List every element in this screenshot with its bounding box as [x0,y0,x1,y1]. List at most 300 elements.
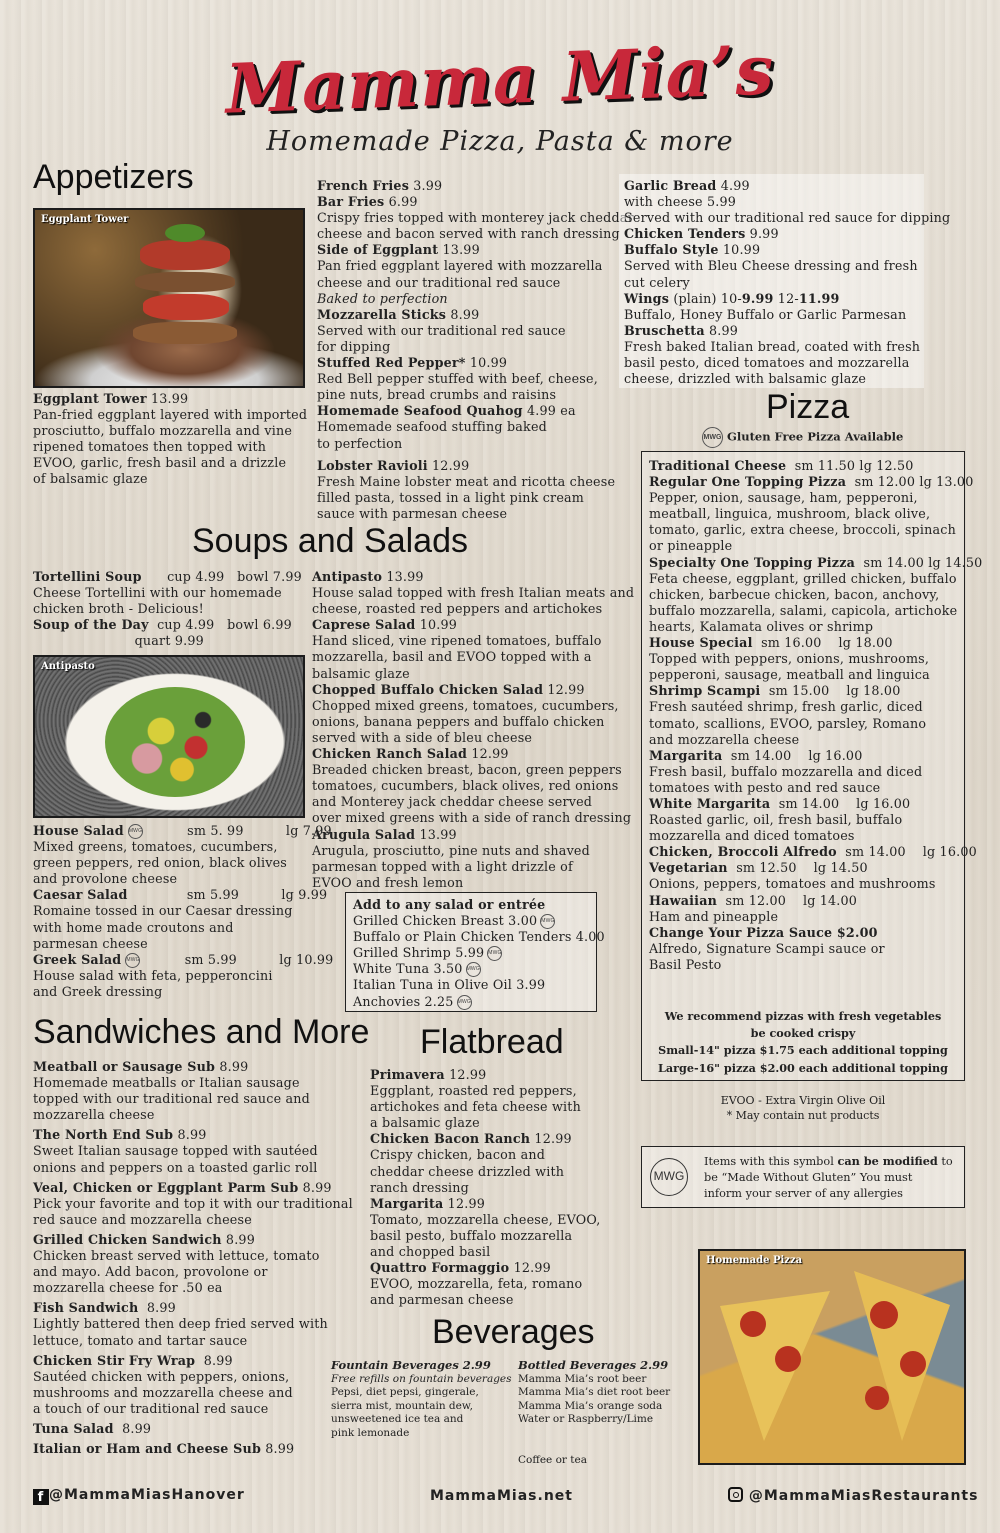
item-price: 9.99 [749,226,779,242]
item-price: 12.99 [471,746,509,762]
mwg-icon: MWG [487,946,502,961]
item-name: House Salad [33,823,124,838]
item-text: Homemade seafood stuffing baked [317,419,547,435]
bottled-line: Mamma Mia’s diet root beer [518,1386,671,1398]
bottled-line: Water or Raspberry/Lime [518,1413,654,1425]
item-price: 4.99 ea [526,403,576,419]
tagline: Homemade Pizza, Pasta & more [266,126,734,157]
menu-item-title [649,748,982,764]
item-text: cheese and bacon served with ranch dressing [317,226,620,242]
item-text: tomatoes, cucumbers, black olives, red onions [312,778,619,794]
menu-item-desc [33,1280,353,1296]
item-price: sm 14.00 lg 16.00 [841,844,977,860]
item-price: 8.99 [219,1059,249,1074]
note-line: * May contain nut products [726,1109,880,1122]
item-text: onions, banana peppers and buffalo chicken [312,713,605,729]
item-price: 12.99 [534,1131,572,1147]
item-price: sm 5.99 lg 10.99 [146,951,334,967]
item-name: Vegetarian [649,860,728,876]
item-text: Baked to perfection [317,290,448,306]
item-text: 12- [773,290,799,306]
bottled-heading: Bottled Beverages 2.99 [518,1358,669,1372]
mwg-info-text [704,1153,953,1202]
menu-item-desc [33,1264,353,1280]
item-text: Homemade meatballs or Italian sausage [33,1075,300,1091]
item-text: a balsamic glaze [370,1115,480,1131]
beverages-heading: Beverages [432,1313,595,1351]
item-price: 8.99 [199,1352,233,1368]
menu-item-desc [33,1212,353,1228]
item-text: parmesan cheese [33,935,148,951]
item-name: Lobster Ravioli [317,457,428,473]
item-text: Pepper, onion, sausage, ham, pepperoni, [649,490,918,506]
menu-item-desc [33,471,307,487]
item-name: Italian or Ham and Cheese Sub [33,1441,262,1457]
menu-item-title [649,635,982,651]
item-text: Cheese Tortellini with our homemade [33,585,282,601]
item-text: artichokes and feta cheese with [370,1099,581,1115]
menu-item-title [33,1300,353,1316]
menu-item-desc [317,258,634,274]
item-price: sm 12.00 lg 14.00 [721,892,858,908]
menu-item-desc [33,1401,353,1417]
item-text: Italian Tuna in Olive Oil 3.99 [353,977,546,993]
item-text: Sautéed chicken with peppers, onions, [33,1368,290,1384]
menu-item-desc [649,941,982,957]
menu-item-desc [312,875,634,891]
menu-item-desc [624,258,950,274]
item-name: Fish Sandwich [33,1300,139,1316]
menu-item-desc [33,423,307,439]
item-text: and mozzarella cheese [649,731,800,747]
item-text: Pick your favorite and top it with our traditional [33,1195,353,1211]
fountain-heading: Fountain Beverages 2.99 [331,1358,491,1372]
item-text: Served with our traditional red sauce for dipping [624,210,951,226]
menu-item-desc [33,601,302,617]
mwg-line3: inform your server of any allergies [704,1187,903,1200]
menu-item-title [649,555,982,571]
menu-item-desc [370,1099,600,1115]
item-text: chicken broth - Delicious! [33,601,204,617]
item-price: sm 14.00 lg 14.50 [859,554,983,570]
pizza-heading: Pizza [766,388,850,426]
menu-item-desc [312,859,634,875]
menu-item-desc [353,994,605,1010]
item-name: Chicken Ranch Salad [312,746,468,762]
mwg-icon: MWG [650,1158,688,1196]
menu-item-desc [33,855,333,871]
menu-item-title [649,844,982,860]
facebook-icon: f [33,1489,49,1505]
mwg-icon: MWG [125,953,140,968]
mwg-line1b: can be modified [837,1154,938,1168]
item-name: Arugula Salad [312,826,416,842]
item-text: mozzarella cheese [33,1107,155,1123]
fountain-line: Pepsi, diet pepsi, gingerale, [331,1386,479,1398]
menu-item-desc [370,1180,600,1196]
item-text: House salad with feta, pepperoncini [33,967,273,983]
menu-item-title [33,1421,353,1437]
homemade-pizza-photo [698,1249,966,1465]
item-text: White Tuna 3.50 [353,961,463,977]
flatbread-list [370,1067,600,1308]
menu-item-title [33,1180,353,1196]
menu-item-desc [649,876,982,892]
menu-item-title [317,403,634,419]
menu-item-desc [33,1369,353,1385]
item-price: 8.99 [265,1441,295,1457]
appetizers-heading: Appetizers [33,158,194,196]
menu-item-desc [370,1083,600,1099]
item-name: Caprese Salad [312,617,416,633]
pizza-slice [830,1271,950,1441]
menu-item-desc [312,585,634,601]
menu-item-desc [649,716,982,732]
menu-item-desc [33,1333,353,1349]
appetizers-col1 [33,391,307,488]
salad-addons-box [345,892,605,1012]
item-name: Chicken, Broccoli Alfredo [649,844,837,860]
menu-item-desc [317,490,634,506]
item-price: 3.99 [413,178,443,193]
item-text: balsamic glaze [312,665,410,681]
item-text: Crispy fries topped with monterey jack cheddar [317,210,634,226]
menu-item-desc [317,474,634,490]
item-text: Lightly battered then deep fried served with [33,1316,328,1332]
menu-item-desc [317,339,634,355]
item-text: red sauce and mozzarella cheese [33,1211,252,1227]
item-price: 12.99 [513,1260,551,1276]
fountain-beverages [331,1359,512,1440]
item-name: Homemade Seafood Quahog [317,403,523,419]
menu-item-desc [33,1160,353,1176]
item-text: Fresh Maine lobster meat and ricotta cheese [317,473,616,489]
item-price: 12.99 [449,1067,487,1082]
menu-item-desc [649,619,982,635]
menu-item-desc [312,633,634,649]
item-text: Red Bell pepper stuffed with beef, cheese, [317,371,598,387]
menu-item-title [312,682,634,698]
menu-item-desc [312,698,634,714]
item-name: Traditional Cheese [649,458,787,473]
item-text: ripened tomatoes then topped with [33,439,267,455]
item-text: cheddar cheese drizzled with [370,1163,565,1179]
menu-item-desc [33,920,333,936]
instagram-handle[interactable] [728,1487,978,1504]
item-text: mozzarella and diced tomatoes [649,828,855,844]
menu-item-title [649,893,982,909]
menu-item-desc [649,603,982,619]
item-price: sm 14.00 lg 16.00 [726,747,863,763]
pizza-list [649,458,982,973]
menu-item-title [370,1131,600,1147]
item-text: for dipping [317,338,391,354]
menu-item-desc [33,1385,353,1401]
pepperoni [870,1301,898,1329]
menu-item-title [33,1127,353,1143]
sandwiches-list [33,1059,353,1457]
menu-item-desc [317,226,634,242]
item-price: 8.99 [708,322,739,338]
item-name: Shrimp Scampi [649,683,761,699]
item-text: Buffalo or Plain Chicken Tenders 4.00 [353,929,605,945]
menu-item-desc [649,780,982,796]
mwg-line2: be “Made Without Gluten” You must [704,1171,913,1184]
menu-item-title [317,458,634,474]
soups-salads-heading: Soups and Salads [192,522,468,560]
menu-item-desc [370,1292,600,1308]
menu-item-desc [624,355,950,371]
appetizers-col3 [624,178,950,387]
bottled-line: Mamma Mia’s orange soda [518,1399,663,1412]
menu-item-title [649,860,982,876]
item-text: pepperoni, sausage, meatball and linguica [649,667,930,683]
item-name: Buffalo Style [624,242,719,258]
menu-item-title [312,746,634,762]
menu-item-title [312,827,634,843]
item-text: Breaded chicken breast, bacon, green peppers [312,762,622,778]
item-text: mozzarella, basil and EVOO topped with a [312,649,592,665]
addons-list [353,897,605,1010]
item-name: Soup of the Day [33,617,149,633]
pizza-slice [720,1291,830,1441]
item-name: Chicken Tenders [624,226,746,242]
menu-item-desc [649,651,982,667]
menu-item-title [33,617,302,633]
item-price: 13.99 [151,391,189,406]
item-price: sm 12.50 lg 14.50 [731,860,868,876]
item-name: Wings [624,290,670,306]
item-price: cup 4.99 bowl 7.99 [145,569,302,584]
item-price: 8.99 [177,1127,207,1143]
item-text: Basil Pesto [649,956,722,972]
item-text: a touch of our traditional red sauce [33,1400,269,1416]
menu-item-desc [370,1244,600,1260]
antipasto-photo [33,655,305,818]
item-text: cheese and our traditional red sauce [317,274,561,290]
menu-item-desc [353,913,605,929]
tomato-layer [143,294,229,320]
item-price: sm 5. 99 lg 7.99 [149,823,332,838]
item-price: sm 15.00 lg 18.00 [764,683,901,699]
item-text: with home made croutons and [33,919,234,935]
bottled-line: Mamma Mia’s root beer [518,1372,647,1385]
pepperoni [900,1351,926,1377]
menu-item-title [649,458,982,474]
menu-item-desc [649,506,982,522]
item-name: House Special [649,635,753,651]
menu-item-desc [370,1115,600,1131]
note-line: EVOO - Extra Virgin Olive Oil [720,1094,886,1107]
website-link[interactable]: MammaMias.net [430,1488,573,1504]
fountain-line: unsweetened ice tea and [331,1413,464,1425]
item-text: with cheese 5.99 [624,194,737,210]
item-text: cheese, roasted red peppers and artichokes [312,601,603,617]
menu-item-desc [312,649,634,665]
item-text: Served with Bleu Cheese dressing and fresh [624,258,918,274]
mwg-icon: MWG [128,824,143,839]
note-line: We recommend pizzas with fresh vegetables [664,1009,942,1023]
item-name: Tuna Salad [33,1420,114,1436]
menu-item-desc [353,929,605,945]
item-text: House salad topped with fresh Italian meats and [312,585,635,601]
menu-item-desc [370,1164,600,1180]
menu-item-desc [649,828,982,844]
item-price: 13.99 [419,826,457,842]
item-text: Served with our traditional red sauce [317,322,566,338]
menu-item-title [649,683,982,699]
menu-item-desc [312,794,634,810]
menu-item-desc [649,812,982,828]
bottled-line: Coffee or tea [518,1453,587,1466]
item-text: Romaine tossed in our Caesar dressing [33,903,293,919]
menu-item-title [33,391,307,407]
menu-item-desc [33,984,333,1000]
menu-item-desc [317,291,634,307]
item-text: and provolone cheese [33,871,178,887]
item-text: Mixed greens, tomatoes, cucumbers, [33,839,278,855]
item-price: 8.99 [142,1300,176,1316]
item-price: 13.99 [386,569,424,584]
item-text: cut celery [624,274,690,290]
item-price: sm 5.99 lg 9.99 [131,887,328,903]
facebook-handle[interactable] [33,1487,245,1505]
pizza-box [641,451,983,1081]
menu-item-desc [33,1091,353,1107]
menu-item-title [33,569,302,585]
mwg-icon: MWG [702,427,723,448]
item-text: EVOO and fresh lemon [312,874,464,890]
pepperoni [865,1386,889,1410]
menu-item-desc [317,323,634,339]
item-name: Meatball or Sausage Sub [33,1059,216,1074]
menu-item-desc [33,936,333,952]
soups-col1 [33,569,302,649]
item-name: Stuffed Red Pepper* [317,355,466,371]
item-text: Grilled Shrimp 5.99 [353,945,485,961]
item-text: and parmesan cheese [370,1292,514,1308]
menu-item-desc [312,762,634,778]
mwg-line1c: to [937,1155,953,1168]
item-text: prosciutto, buffalo mozzarella and vine [33,423,293,439]
photo-label: Homemade Pizza [706,1255,803,1266]
item-name: Margarita [649,747,723,763]
menu-item-desc [649,538,982,554]
gluten-free-text: Gluten Free Pizza Available [727,429,904,444]
menu-item-desc [33,1248,353,1264]
note-line: be cooked crispy [750,1026,856,1041]
bottled-beverages [518,1359,670,1467]
menu-item-desc [353,945,605,961]
menu-item-desc [312,843,634,859]
item-text: and Greek dressing [33,983,163,999]
item-price: sm 14.00 lg 16.00 [774,795,911,811]
menu-item-desc [33,1316,353,1332]
menu-item-desc [317,371,634,387]
item-text: 11.99 [798,290,840,306]
menu-item-title [624,226,950,242]
menu-item-desc [624,210,950,226]
menu-item-title [649,925,982,941]
item-name: Antipasto [312,569,383,584]
item-text: Feta cheese, eggplant, grilled chicken, buffalo [649,570,957,586]
menu-item-title [370,1196,600,1212]
item-text: mozzarella cheese for .50 ea [33,1280,223,1296]
item-text: Fresh sautéed shrimp, fresh garlic, diced [649,699,923,715]
menu-item-desc [317,275,634,291]
photo-label: Eggplant Tower [41,214,129,225]
item-name: Veal, Chicken or Eggplant Parm Sub [33,1179,299,1195]
item-name: Chicken Bacon Ranch [370,1131,531,1147]
menu-item-desc [624,275,950,291]
appetizers-col2 [317,178,634,522]
item-text: Ham and pineapple [649,908,779,924]
menu-item-title [33,1441,353,1457]
menu-item-desc [33,585,302,601]
item-price: cup 4.99 bowl 6.99 [152,617,292,633]
menu-item-desc [33,439,307,455]
menu-item-title [33,823,333,839]
salad-mix [105,687,245,797]
item-name: French Fries [317,178,410,193]
menu-item-desc [312,730,634,746]
item-price: 4.99 [720,178,750,193]
item-text: Chicken breast served with lettuce, tomato [33,1248,320,1264]
menu-item-desc [33,455,307,471]
menu-item-desc [317,387,634,403]
eggplant-layer [133,322,237,344]
pizza-topping-note [642,1008,964,1077]
menu-item-title [624,291,950,307]
menu-item-desc [317,436,634,452]
menu-item-desc [649,587,982,603]
item-name: Greek Salad [33,951,122,967]
item-price: 12.99 [432,457,470,473]
restaurant-logo: Mamma Mia’s [224,30,776,130]
item-name: Specialty One Topping Pizza [649,554,856,570]
item-name: Bruschetta [624,322,705,338]
photo-label: Antipasto [41,661,95,672]
menu-item-desc [33,1107,353,1123]
item-text: EVOO, mozzarella, feta, romano [370,1276,583,1292]
menu-item-desc [33,1143,353,1159]
eggplant-tower-photo [33,208,305,388]
note-line: Small-14" pizza $1.75 each additional topping [658,1043,948,1058]
menu-item-desc [317,506,634,522]
item-text: Onions, peppers, tomatoes and mushrooms [649,876,936,892]
flatbread-heading: Flatbread [420,1023,564,1061]
item-name: Caesar Salad [33,887,128,903]
menu-item-title [317,242,634,258]
bottled-line [518,1427,670,1441]
item-price: 12.99 [447,1195,485,1211]
item-text: parmesan topped with a light drizzle of [312,858,573,874]
item-price: sm 11.50 lg 12.50 [790,458,914,473]
item-text: Fresh basil, buffalo mozzarella and diced [649,763,923,779]
item-name: Margarita [370,1195,444,1211]
item-name: Change Your Pizza Sauce $2.00 [649,924,878,940]
item-name: Garlic Bread [624,178,717,193]
menu-item-desc [649,522,982,538]
menu-item-title [312,617,634,633]
item-name: White Margarita [649,795,771,811]
item-text: and mayo. Add bacon, provolone or [33,1264,268,1280]
menu-item-desc [33,1075,353,1091]
item-text: meatball, linguica, mushroom, black olive, [649,506,931,522]
item-price: 13.99 [442,242,480,258]
menu-item-title [33,952,333,968]
menu-item-desc [649,909,982,925]
